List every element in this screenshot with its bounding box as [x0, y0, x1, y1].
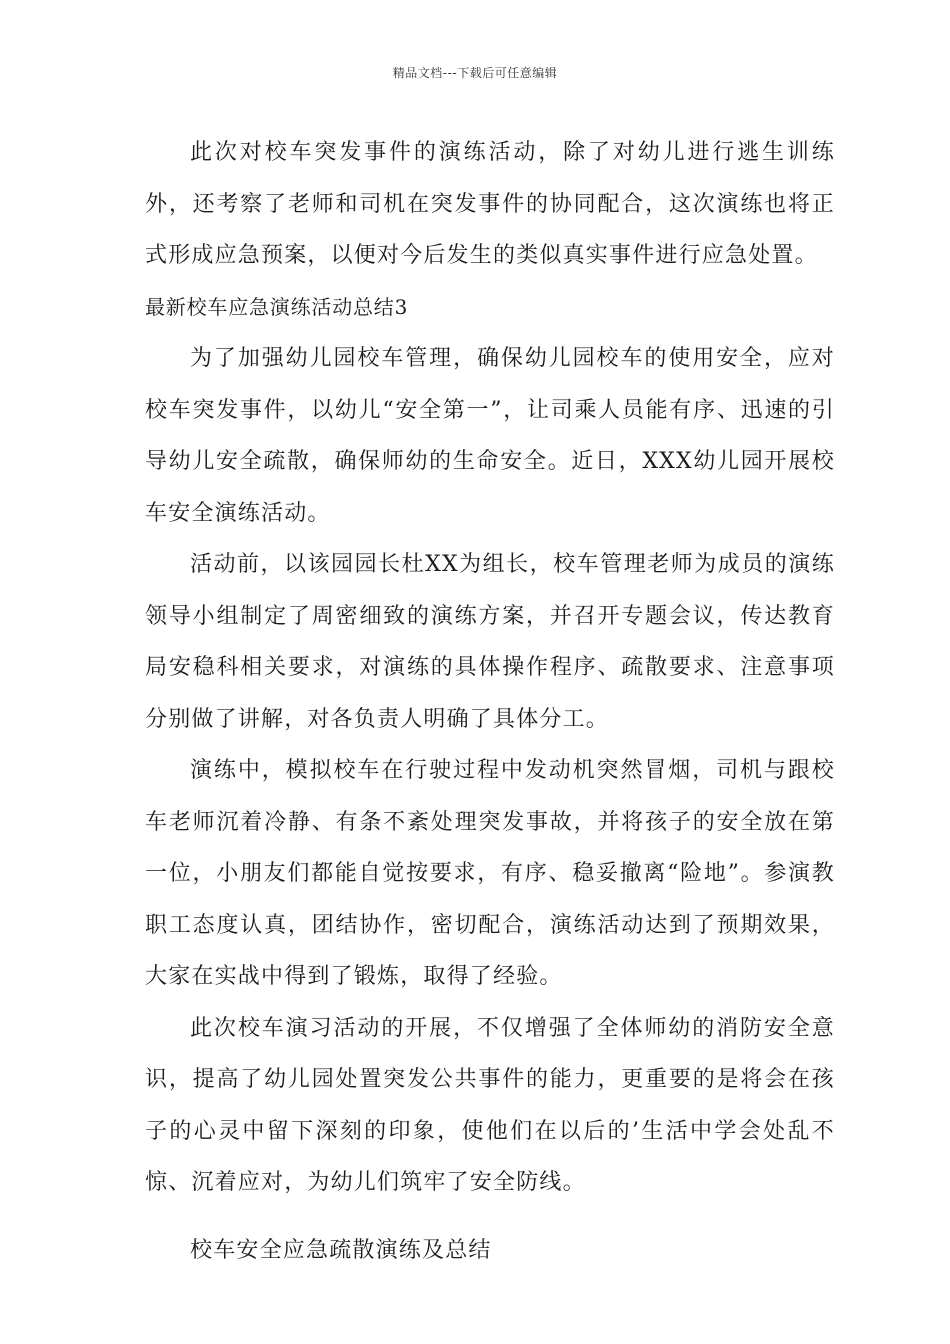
page-header: 精品文档---下载后可任意编辑 — [392, 66, 558, 80]
document-body — [145, 127, 835, 1276]
paragraph-5: 此次校车演习活动的开展，不仅增强了全体师幼的消防安全意识，提高了幼儿园处置突发公共事件的能力，更重要的是将会在孩子的心灵中留下深刻的印象，使他们在以后的’生活中学会处乱不惊、沉着应对，为幼儿们筑牢了安全防线。 — [145, 1015, 835, 1195]
paragraph-4: 演练中，模拟校车在行驶过程中发动机突然冒烟，司机与跟校车老师沉着冷静、有条不紊处理突发事故，并将孩子的安全放在第一位，小朋友们都能自觉按要求，有序、稳妥撤离“险地”。参演教职工态度认真，团结协作，密切配合，演练活动达到了预期效果，大家在实战中得到了锻炼，取得了经验。 — [145, 758, 835, 989]
section-heading-3: 最新校车应急演练活动总结3 — [145, 294, 409, 319]
section-heading-final: 校车安全应急疏散演练及总结 — [190, 1237, 492, 1263]
paragraph-3: 活动前，以该园园长杜XX为组长，校车管理老师为成员的演练领导小组制定了周密细致的演练方案，并召开专题会议，传达教育局安稳科相关要求，对演练的具体操作程序、疏散要求、注意事项分别做了讲解，对各负责人明确了具体分工。 — [145, 552, 835, 732]
paragraph-2: 为了加强幼儿园校车管理，确保幼儿园校车的使用安全，应对校车突发事件，以幼儿“安全第一”，让司乘人员能有序、迅速的引导幼儿安全疏散，确保师幼的生命安全。近日，XXX幼儿园开展校车安全演练活动。 — [145, 346, 835, 526]
paragraph-1: 此次对校车突发事件的演练活动，除了对幼儿进行逃生训练外，还考察了老师和司机在突发事件的协同配合，这次演练也将正式形成应急预案，以便对今后发生的类似真实事件进行应急处置。 — [145, 140, 835, 268]
